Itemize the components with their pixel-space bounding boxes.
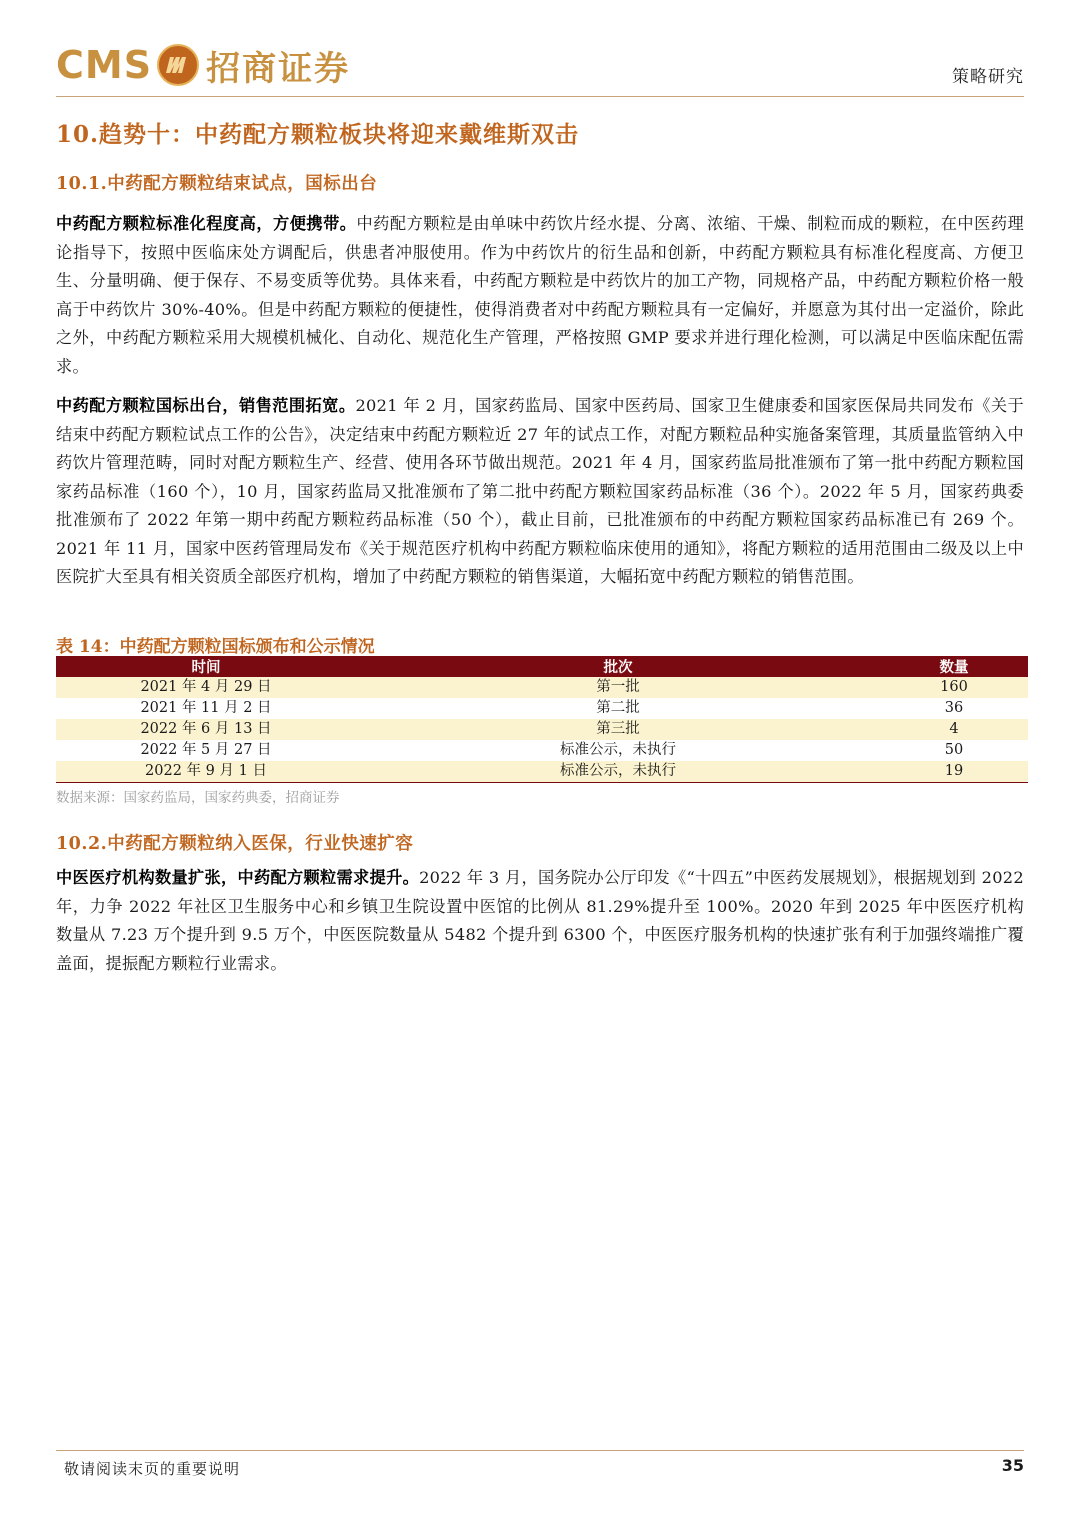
paragraph-lead: 中药配方颗粒国标出台，销售范围拓宽。 (56, 396, 356, 415)
paragraph-body: 2022 年 3 月，国务院办公厅印发《“十四五”中医药发展规划》，根据规划到 2022 年，力争 2022 年社区卫生服务中心和乡镇卫生院设置中医馆的比例从 81.29%提升至 100%。2020 年到 2025 年中医医疗机构数量从 7.23 万个提升到 9.5 万个，中医医院数量从 5482 个提升到 6300 个，中医医疗服务机构的快速扩张有利于加强终端推广覆盖面，提振配方颗粒行业需求。 (56, 868, 1024, 973)
footer-notice: 敬请阅读末页的重要说明 (64, 1460, 241, 1478)
table-row (56, 719, 1028, 740)
table-cell-batch: 第一批 (596, 679, 640, 695)
section-title: 10.趋势十：中药配方颗粒板块将迎来戴维斯双击 (56, 121, 580, 148)
paragraph-body: 中药配方颗粒是由单味中药饮片经水提、分离、浓缩、干燥、制粒而成的颗粒，在中医药理论指导下，按照中医临床处方调配后，供患者冲服使用。作为中药饮片的衍生品和创新，中药配方颗粒具有标准化程度高、方便卫生、分量明确、便于保存、不易变质等优势。具体来看，中药配方颗粒是中药饮片的加工产物，同规格产品，中药配方颗粒价格一般高于中药饮片 30%-40%。但是中药配方颗粒的便捷性，使得消费者对中药配方颗粒具有一定偏好，并愿意为其付出一定溢价，除此之外，中药配方颗粒采用大规模机械化、自动化、规范化生产管理，严格按照 GMP 要求并进行理化检测，可以满足中医临床配伍需求。 (56, 214, 1024, 376)
table-cell-date: 2022 年 5 月 27 日 (140, 742, 272, 758)
table-cell-batch: 标准公示，未执行 (560, 742, 676, 758)
table-row (56, 740, 1028, 761)
header-divider (56, 96, 1024, 97)
table-header-cell: 批次 (603, 659, 633, 676)
table-cell-count: 19 (944, 763, 964, 779)
standards-table (56, 656, 1028, 783)
cms-emblem-icon (156, 43, 200, 87)
paragraph-lead: 中医医疗机构数量扩张，中药配方颗粒需求提升。 (56, 868, 420, 887)
paragraph-lead: 中药配方颗粒标准化程度高，方便携带。 (56, 214, 357, 233)
table-row (56, 677, 1028, 698)
table-cell-count: 36 (944, 700, 964, 716)
subsection-title-10-2: 10.2.中药配方颗粒纳入医保，行业快速扩容 (56, 834, 414, 854)
table-cell-count: 160 (940, 679, 968, 695)
subsection-title-10-1: 10.1.中药配方颗粒结束试点，国标出台 (56, 174, 378, 194)
table-row (56, 761, 1028, 783)
table-cell-date: 2022 年 9 月 1 日 (145, 763, 267, 779)
brand-logo (56, 40, 350, 90)
paragraph-granule-standardization (56, 210, 1024, 381)
table-cell-batch: 标准公示，未执行 (560, 763, 676, 779)
page-header (56, 40, 1024, 96)
paragraph-body: 2021 年 2 月，国家药监局、国家中医药局、国家卫生健康委和国家医保局共同发布《关于结束中药配方颗粒试点工作的公告》，决定结束中药配方颗粒近 27 年的试点工作，对配方颗粒品种实施备案管理，其质量监管纳入中药饮片管理范畴，同时对配方颗粒生产、经营、使用各环节做出规范。2021 年 4 月，国家药监局批准颁布了第一批中药配方颗粒国家药品标准（160 个），10 月，国家药监局又批准颁布了第二批中药配方颗粒国家药品标准（36 个）。2022 年 5 月，国家药典委批准颁布了 2022 年第一期中药配方颗粒药品标准（50 个），截止目前，已批准颁布的中药配方颗粒国家药品标准已有 269 个。2021 年 11 月，国家中医药管理局发布《关于规范医疗机构中药配方颗粒临床使用的通知》，将配方颗粒的适用范围由二级及以上中医院扩大至具有相关资质全部医疗机构，增加了中药配方颗粒的销售渠道，大幅拓宽中药配方颗粒的销售范围。 (56, 396, 1024, 586)
table-header-cell: 时间 (191, 659, 221, 676)
logo-latin-text: CMS (56, 43, 153, 87)
table-header-cell: 数量 (939, 659, 969, 676)
table-cell-batch: 第二批 (596, 700, 640, 716)
table-title: 表 14：中药配方颗粒国标颁布和公示情况 (56, 637, 375, 657)
paragraph-national-standard (56, 392, 1024, 592)
table-cell-date: 2021 年 4 月 29 日 (140, 679, 272, 695)
table-cell-date: 2022 年 6 月 13 日 (140, 721, 272, 737)
table-cell-count: 4 (949, 721, 959, 737)
report-category: 策略研究 (952, 67, 1024, 87)
table-header-row (56, 656, 1028, 677)
paragraph-tcm-institutions (56, 864, 1024, 978)
table-source: 数据来源：国家药监局，国家药典委，招商证券 (56, 790, 340, 806)
table-cell-date: 2021 年 11 月 2 日 (140, 700, 272, 716)
table-cell-count: 50 (944, 742, 964, 758)
table-cell-batch: 第三批 (596, 721, 640, 737)
logo-chinese-text: 招商证券 (206, 48, 351, 89)
footer-divider (56, 1450, 1024, 1451)
table-row (56, 698, 1028, 719)
page-number: 35 (1001, 1456, 1024, 1475)
